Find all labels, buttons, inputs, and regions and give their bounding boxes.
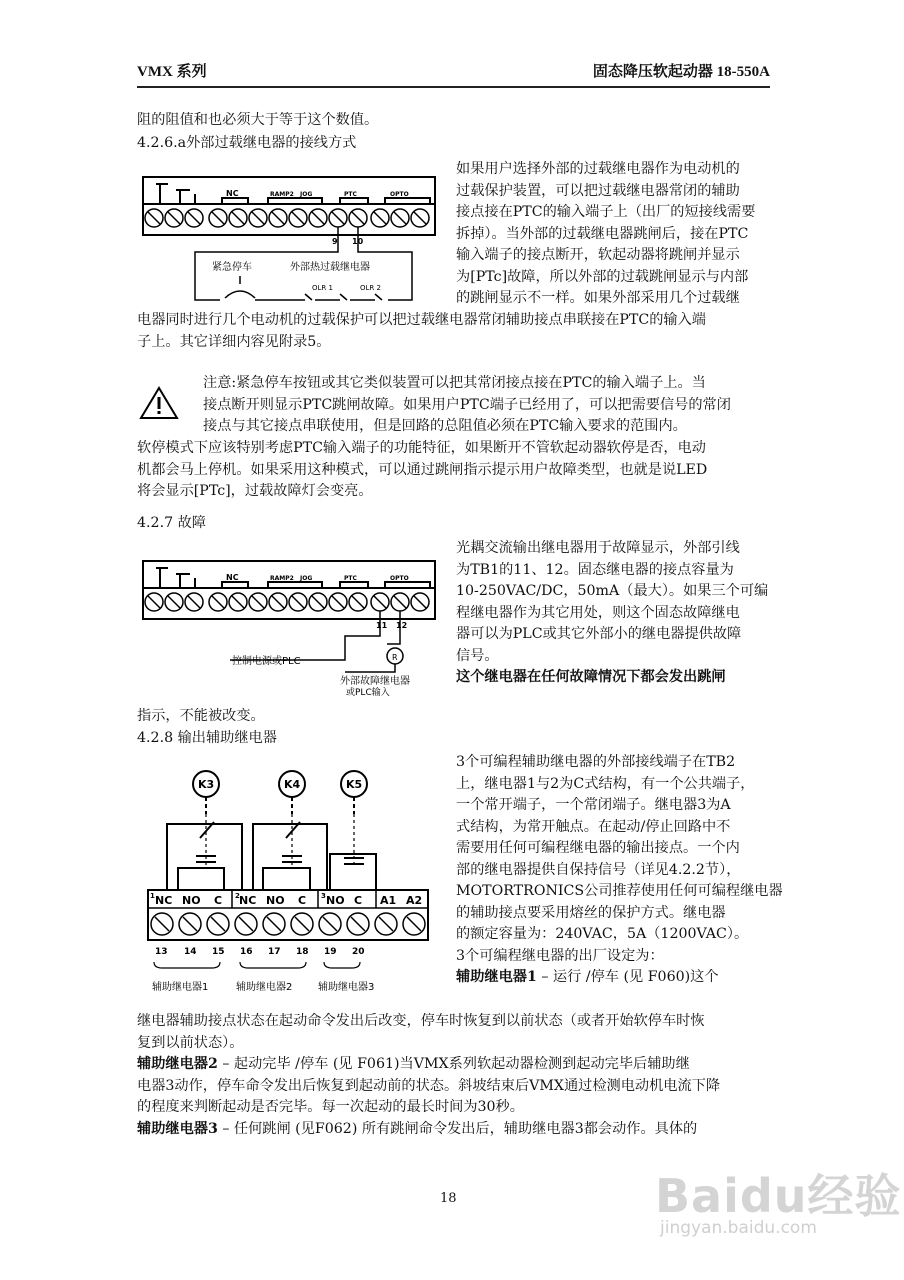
relay3-line — [137, 1119, 720, 1141]
text-line: 需要用任何可编程继电器的输出接点。一个内 — [456, 840, 740, 856]
text-line: 软停模式下应该特别考虑PTC输入端子的功能特征，如果断开不管软起动器软停是否，电动 — [137, 440, 706, 456]
warning-icon — [138, 385, 180, 421]
text-line: 为[PTc]故障，所以外部的过载跳闸显示与内部 — [456, 268, 749, 285]
sec3-right-text — [456, 752, 783, 989]
text-line: 光耦交流输出继电器用于故障显示，外部引线 — [456, 540, 740, 556]
label-ramp2: RAMP2 — [270, 191, 294, 198]
term-nc: NC — [155, 894, 173, 907]
term-c: C — [354, 894, 363, 907]
watermark-url: jingyan.baidu.com — [660, 1218, 817, 1238]
text-line: 上，继电器1与2为C式结构，有一个公共端子， — [456, 775, 755, 792]
relay2-text: – 起动完毕 /停车 (见 F061)当VMX系列软起动器检测到起动完毕后辅助继 — [217, 1056, 690, 1072]
group-num-3: 3 — [321, 892, 326, 900]
relay3-label: 辅助继电器3 — [137, 1120, 218, 1137]
olr-title: 外部热过载继电器 — [290, 262, 370, 273]
label-jog: JOG — [300, 575, 313, 582]
term-a2: A2 — [406, 894, 423, 907]
text-line: 机都会马上停机。如果采用这种模式，可以通过跳闸指示提示用户故障类型，也就是说LED — [137, 461, 708, 478]
section-4-2-8-title: 4.2.8 输出辅助继电器 — [137, 730, 277, 746]
text-line: 继电器辅助接点状态在起动命令发出后改变，停车时恢复到以前状态（或者开始软停车时恢 — [137, 1013, 705, 1029]
para2 — [137, 438, 707, 503]
text-line: 程继电器作为其它用处，则这个固态故障继电 — [456, 604, 740, 621]
text-line: 拆掉）。当外部的过载继电器跳闸后，接在PTC — [456, 225, 749, 242]
text-line: 10-250VAC/DC，50mA（最大）。如果三个可编 — [456, 583, 769, 599]
note-line: 接点与其它接点串联使用，但是回路的总阻值必须在PTC输入要求的范围内。 — [203, 418, 687, 434]
label-ptc: PTC — [344, 575, 357, 582]
term-no: NO — [182, 894, 201, 907]
term-10: 10 — [352, 237, 364, 246]
text-line: 器可以为PLC或其它外部小的继电器提供故障 — [456, 626, 742, 642]
text-line: 3个可编程辅助继电器的外部接线端子在TB2 — [456, 754, 736, 770]
relay3-text: – 任何跳闸 (见F062) 所有跳闸命令发出后，辅助继电器3都会动作。具体的 — [217, 1120, 698, 1137]
sec2-right-text — [456, 538, 768, 689]
label-ptc: PTC — [344, 191, 357, 198]
text-line: 的辅助接点要采用熔丝的保护方式。继电器 — [456, 904, 726, 921]
fault-relay-label: 外部故障继电器 — [340, 676, 410, 687]
label-opto: OPTO — [390, 575, 409, 582]
term-no: NO — [326, 894, 345, 907]
label-ramp2: RAMP2 — [270, 575, 294, 582]
text-line: 为TB1的11、12。固态继电器的接点容量为 — [456, 561, 734, 578]
coil-k4: K4 — [284, 778, 301, 791]
relay2-label: 辅助继电器2 — [137, 1056, 218, 1072]
fault-relay-diagram — [140, 556, 450, 698]
coil-k3: K3 — [198, 778, 215, 791]
group-num-1: 1 — [150, 892, 155, 900]
relay1-line — [456, 967, 783, 989]
label-jog: JOG — [300, 191, 313, 198]
aux-caption-1: 辅助继电器1 — [152, 982, 209, 993]
relay1-text: – 运行 /停车 (见 F060)这个 — [536, 969, 719, 985]
aux-relay-diagram — [140, 766, 440, 998]
section-4-2-7-title: 4.2.7 故障 — [137, 515, 206, 531]
term-num-14: 14 — [184, 947, 197, 957]
olr2-label: OLR 2 — [360, 284, 381, 292]
text-line: 的程度来判断起动是否完毕。每一次起动的最长时间为30秒。 — [137, 1099, 524, 1115]
header-rule — [137, 86, 770, 88]
relay2-line — [137, 1054, 720, 1076]
sec2-tail: 指示，不能被改变。 — [137, 708, 265, 724]
text-line: 输入端子的接点断开，软起动器将跳闸并显示 — [456, 247, 740, 263]
page-number: 18 — [440, 1191, 457, 1206]
term-a1: A1 — [380, 894, 397, 907]
text-line: 电器3动作，停车命令发出后恢复到起动前的状态。斜坡结束后VMX通过检测电动机电流下降 — [137, 1077, 721, 1094]
text-line: 过载保护装置，可以把过载继电器常闭的辅助 — [456, 182, 740, 199]
text-line: MOTORTRONICS公司推荐使用任何可编程继电器 — [456, 883, 783, 899]
ptc-wiring-diagram — [140, 172, 440, 312]
group-num-2: 2 — [235, 892, 240, 900]
text-line: 部的继电器提供自保持信号（详见4.2.2节）， — [456, 861, 741, 878]
label-opto: OPTO — [390, 191, 409, 198]
text-line: 电器同时进行几个电动机的过载保护可以把过载继电器常闭辅助接点串联接在PTC的输入端 — [137, 312, 706, 328]
header-right: 固态降压软起动器 18-550A — [592, 64, 770, 80]
header-left: VMX 系列 — [137, 64, 207, 80]
text-line: 将会显示[PTc]，过载故障灯会变亮。 — [137, 483, 373, 499]
text-line: 的额定容量为：240VAC，5A（1200VAC）。 — [456, 926, 749, 942]
text-line: 接点接在PTC的输入端子上（出厂的短接线需要 — [456, 204, 756, 220]
text-line: 信号。 — [456, 647, 499, 664]
term-9: 9 — [332, 237, 338, 246]
aux-caption-3: 辅助继电器3 — [318, 982, 375, 993]
label-nc: NC — [226, 189, 239, 198]
bold-line: 这个继电器在任何故障情况下都会发出跳闸 — [456, 669, 726, 685]
term-num-13: 13 — [155, 947, 168, 957]
term-c: C — [298, 894, 307, 907]
sec1-full-text — [137, 310, 706, 353]
note-line: 注意:紧急停车按钮或其它类似装置可以把其常闭接点接在PTC的输入端子上。当 — [203, 375, 706, 391]
term-num-19: 19 — [324, 947, 337, 957]
relay-symbol-r: R — [392, 653, 398, 662]
term-num-15: 15 — [212, 947, 225, 957]
term-num-20: 20 — [352, 947, 365, 957]
term-c: C — [214, 894, 223, 907]
section-4-2-6a-title: 4.2.6.a外部过载继电器的接线方式 — [137, 135, 357, 151]
term-nc: NC — [239, 894, 257, 907]
intro-line: 阻的阻值和也必须大于等于这个数值。 — [137, 112, 379, 128]
power-label: 控制电源或PLC — [232, 656, 301, 667]
text-line: 如果用户选择外部的过载继电器作为电动机的 — [456, 161, 740, 177]
aux-caption-2: 辅助继电器2 — [236, 982, 293, 993]
text-line: 子上。其它详细内容见附录5。 — [137, 333, 331, 350]
sec1-right-text — [456, 159, 755, 310]
plc-input-label: 或PLC输入 — [346, 688, 390, 698]
term-no: NO — [266, 894, 285, 907]
term-12: 12 — [396, 621, 408, 630]
olr1-label: OLR 1 — [312, 284, 333, 292]
label-nc: NC — [226, 573, 239, 582]
text-line: 的跳闸显示不一样。如果外部采用几个过载继 — [456, 290, 740, 306]
estop-label: 紧急停车 — [212, 262, 252, 273]
text-line: 复到以前状态）。 — [137, 1034, 244, 1051]
text-line: 一个常开端子，一个常闭端子。继电器3为A — [456, 797, 731, 813]
coil-k5: K5 — [346, 778, 363, 791]
term-num-16: 16 — [240, 947, 253, 957]
text-line: 3个可编程继电器的出厂设定为： — [456, 947, 664, 964]
term-num-18: 18 — [296, 947, 309, 957]
watermark-brand: Baidu经验 — [655, 1169, 902, 1223]
term-num-17: 17 — [268, 947, 281, 957]
text-line: 式结构，为常开触点。在起动/停止回路中不 — [456, 818, 731, 835]
relay1-label: 辅助继电器1 — [456, 969, 537, 985]
sec3-full-text — [137, 1011, 720, 1140]
term-11: 11 — [376, 621, 388, 630]
note-line: 接点断开则显示PTC跳闸故障。如果用户PTC端子已经用了，可以把需要信号的常闭 — [203, 396, 731, 413]
note-block — [203, 373, 731, 438]
